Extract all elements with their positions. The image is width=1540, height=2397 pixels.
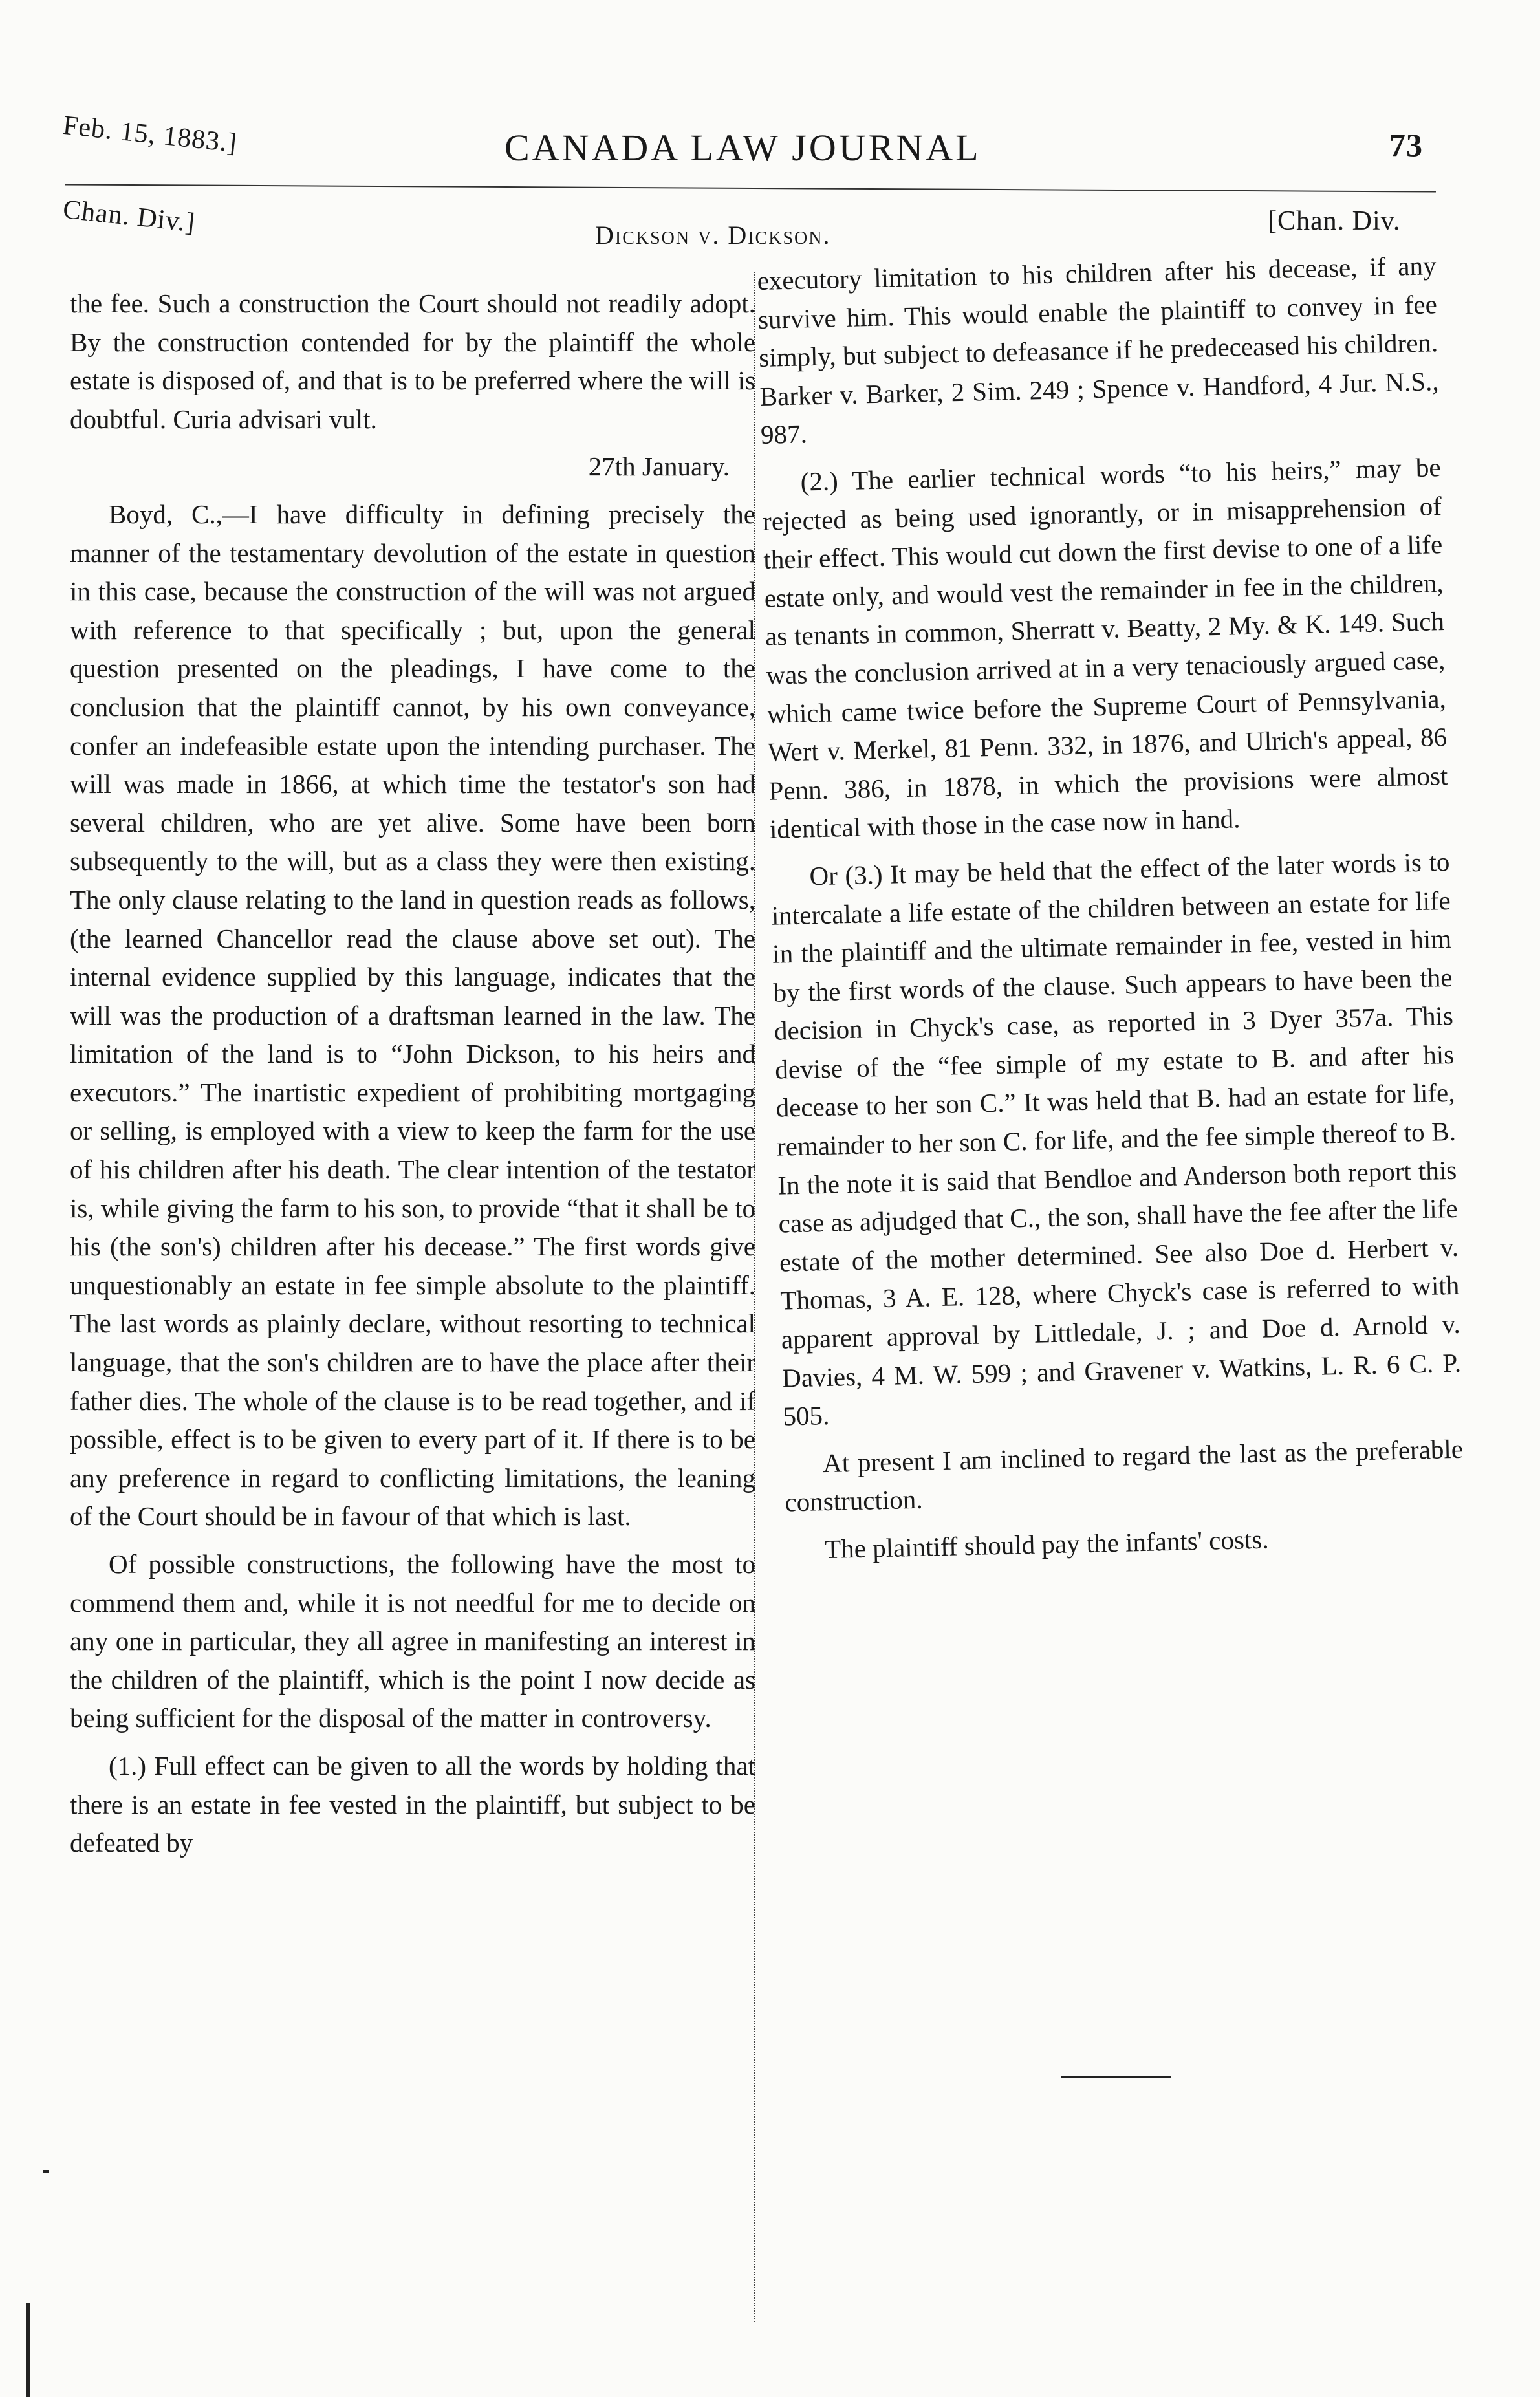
paragraph: executory limitation to his children after his decease, if any survive him. This would enable the plaintiff to convey in fee simply, but subject to defeasance if he predeceased his children. Barker v. Barker, 2 Sim. 249 ; Spence v. Handford, 4 Jur. N.S., 987. [757,250,1439,450]
binding-edge [26,2303,30,2397]
header-rule-top [65,184,1436,192]
end-rule [1061,2076,1171,2078]
paragraph: Of possible constructions, the following have the most to commend them and, while it is not needful for me to decide on any one in particular, they all agree in manifesting an interest in the children of the plaintiff, which is the point I now decide as being sufficient for the disposal of the matter in controversy. [70,1549,755,1733]
division-label-right: [Chan. Div. [1268,206,1401,236]
left-column [70,285,755,1872]
margin-mark [43,2170,49,2173]
page-number: 73 [1389,127,1423,163]
paragraph: (1.) Full effect can be given to all the words by holding that there is an estate in fee vested in the plaintiff, but subject to be defeated by [70,1750,755,1858]
journal-title: CANADA LAW JOURNAL [504,127,981,169]
paragraph: Boyd, C.,—I have difficulty in defining precisely the manner of the testamentary devolution of the estate in question in this case, because the construction of the will was not argued with reference to that specifically ; but, upon the general question presented on the pleadings, I have come to the conclusion that the plaintiff cannot, by his own conveyance, confer an indefeasible estate upon the intending purchaser. The will was made in 1866, at which time the testator's son had several children, who are yet alive. Some have been born subsequently to the will, but as a class they were then existing. The only clause relating to the land in question reads as follows, (the learned Chancellor read the clause above set out). The internal evidence supplied by this language, indicates that the will was the production of a draftsman learned in the law. The limitation of the land is to “John Dickson, to his heirs and executors.” The inartistic expedient of prohibiting mortgaging or selling, is employed with a view to keep the farm for the use of his children after his death. The clear intention of the testator is, while giving the farm to his son, to provide “that it shall be to his (the son's) children after his decease.” The first words give unquestionably an estate in fee simple absolute to the plaintiff. The last words as plainly declare, without resorting to technical language, that the son's children are to have the place after their father dies. The whole of the clause is to be read together, and if possible, effect is to be given to every part of it. If there is to be any preference in regard to conflicting limitations, the leaning of the Court should be in favour of that which is last. [70,499,755,1532]
paragraph: (2.) The earlier technical words “to his heirs,” may be rejected as being used ignorantly, or in misapprehension of their effect. This would cut down the first devise to one of a life estate only, and would vest the remainder in fee in the children, as tenants in common, Sherratt v. Beatty, 2 My. & K. 149. Such was the conclusion arrived at in a very tenaciously argued case, which came twice before the Supreme Court of Pennsylvania, Wert v. Merkel, 81 Penn. 332, in 1876, and Ulrich's appeal, 86 Penn. 386, in 1878, in which the provisions were almost identical with those in the case now in hand. [762,452,1448,845]
paragraph: At present I am inclined to regard the last as the preferable construction. [785,1433,1464,1517]
paragraph: The plaintiff should pay the infants' costs. [824,1524,1269,1565]
judgment-date: 27th January. [588,451,730,482]
right-column [757,246,1466,1579]
header-date: Feb. 15, 1883.] [61,110,239,159]
paragraph: the fee. Such a construction the Court should not readily adopt. By the construction contended for by the plaintiff the whole estate is disposed of, and that is to be preferred where the will is doubtful. Curia advisari vult. [70,288,755,434]
paragraph: Or (3.) It may be held that the effect of the later words is to intercalate a life estate of the children between an estate for life in the plaintiff and the ultimate remainder in fee, vested in him by the first words of the clause. Such appears to have been the decision in Chyck's case, as reported in 3 Dyer 357a. This devise of the “fee simple of my estate to B. and after his decease to her son C.” It was held that B. had an estate for life, remainder to her son C. for life, and the fee simple thereof to B. In the note it is said that Bendloe and Anderson both report this case as adjudged that C., the son, shall have the fee after the life estate of the mother determined. See also Doe d. Herbert v. Thomas, 3 A. E. 128, where Chyck's case is referred to with apparent approval by Littledale, J. ; and Doe d. Arnold v. Davies, 4 M. W. 599 ; and Gravener v. Watkins, L. R. 6 C. P. 505. [771,846,1462,1431]
case-title: Dickson v. Dickson. [595,221,831,250]
division-label-left: Chan. Div.] [61,194,197,239]
